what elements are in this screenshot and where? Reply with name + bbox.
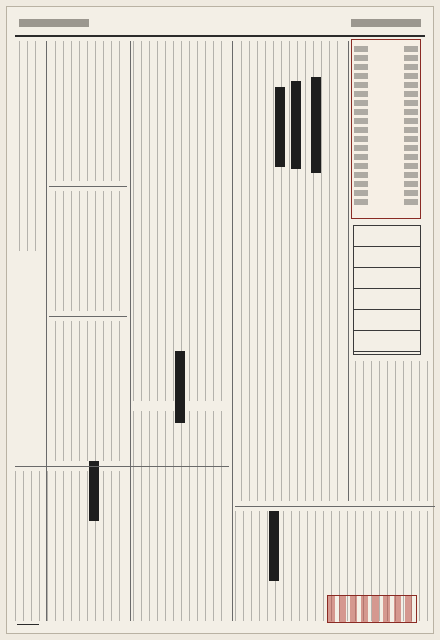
column-rule [232, 41, 233, 621]
header-meta-right [351, 19, 421, 27]
publication-info-table [353, 225, 421, 355]
masthead-box [351, 39, 421, 219]
article-rule [15, 466, 229, 467]
article-left-2 [49, 191, 127, 311]
headline-2 [291, 81, 301, 169]
column-far-left [15, 41, 43, 251]
page-header [15, 13, 425, 37]
column-rule [348, 41, 349, 501]
article-left-3 [49, 321, 127, 461]
masthead-side-text-left [354, 46, 368, 206]
masthead-side-text-right [404, 46, 418, 206]
headline-6 [269, 511, 279, 581]
headline-3 [275, 87, 285, 167]
article-bottom-left [15, 471, 127, 621]
headline-1 [311, 77, 321, 173]
article-left-middle [133, 41, 229, 401]
article-rule [235, 506, 435, 507]
masthead-small [175, 14, 295, 32]
column-rule [130, 41, 131, 621]
page-number [17, 610, 39, 625]
stamp-seal [327, 595, 417, 623]
column-rule [46, 41, 47, 621]
header-meta-left [19, 19, 89, 27]
headline-5 [89, 461, 99, 521]
article-top-left [49, 41, 127, 181]
article-center-main [235, 41, 345, 501]
headline-4 [175, 351, 185, 423]
article-right-lower [351, 361, 435, 501]
article-rule [49, 186, 127, 187]
article-bottom-middle [133, 411, 229, 621]
newspaper-page [6, 6, 434, 634]
article-rule [49, 316, 127, 317]
